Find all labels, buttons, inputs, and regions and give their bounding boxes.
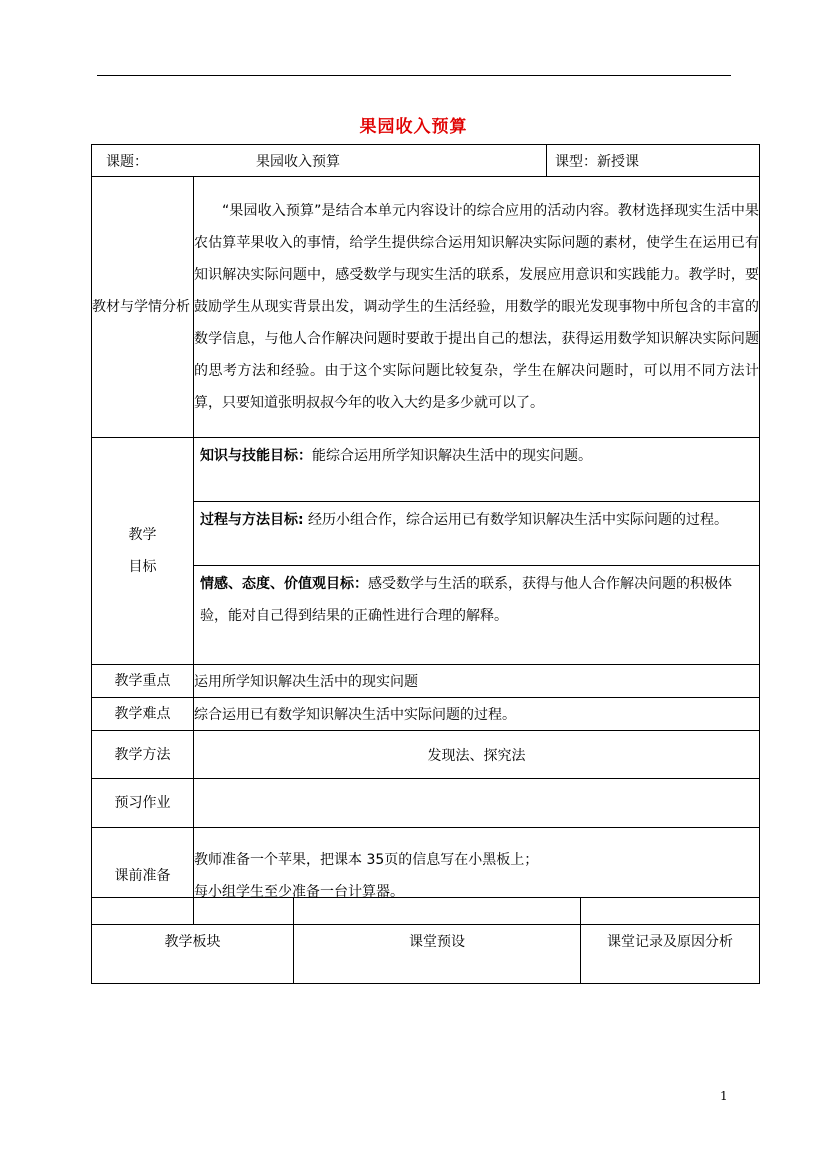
method-row bbox=[92, 731, 760, 779]
analysis-label: 教材与学情分析 bbox=[92, 177, 194, 438]
objectives-cell bbox=[194, 438, 760, 665]
teaching-process-table bbox=[91, 897, 760, 984]
analysis-row bbox=[92, 177, 760, 438]
col-class-record: 课堂记录及原因分析 bbox=[581, 898, 760, 984]
preparation-line2: 每小组学生至少准备一台计算器。 bbox=[194, 884, 404, 900]
preparation-line1: 教师准备一个苹果，把课本 35页的信息写在小黑板上； bbox=[194, 852, 539, 868]
difficulty-value: 综合运用已有数学知识解决生活中实际问题的过程。 bbox=[194, 698, 760, 731]
objectives-label bbox=[92, 438, 194, 665]
subject-label: 课题： bbox=[106, 153, 148, 170]
document-title: 果园收入预算 bbox=[359, 117, 468, 137]
knowledge-objective-head: 知识与技能目标： bbox=[200, 448, 312, 464]
col-class-plan: 课堂预设 bbox=[294, 898, 581, 984]
process-objective-head: 过程与方法目标: bbox=[200, 512, 304, 528]
difficulty-row bbox=[92, 698, 760, 731]
col-teaching-section: 教学板块 bbox=[92, 898, 294, 984]
emotion-objective bbox=[194, 566, 759, 664]
process-objective-text: 经历小组合作，综合运用已有数学知识解决生活中实际问题的过程。 bbox=[303, 512, 729, 528]
analysis-text: “果园收入预算”是结合本单元内容设计的综合应用的活动内容。教材选择现实生活中果农估算苹果收入的事情，给学生提供综合运用知识解决实际问题的素材，使学生在运用已有知识解决实际问题中，感受数学与现实生活的联系，发展应用意识和实践能力。教学时，要鼓励学生从现实背景出发，调动学生的生活经验，用数学的眼光发现事物中所包含的丰富的数学信息，与他人合作解决问题时要敢于提出自己的想法，获得运用数学知识解决实际问题的思考方法和经验。由于这个实际问题比较复杂，学生在解决问题时，可以用不同方法计算，只要知道张明叔叔今年的收入大约是多少就可以了。 bbox=[194, 177, 760, 438]
subject-value: 果园收入预算 bbox=[256, 153, 340, 170]
objectives-row bbox=[92, 438, 760, 665]
subject-row bbox=[92, 145, 760, 177]
knowledge-objective bbox=[194, 438, 759, 502]
method-label: 教学方法 bbox=[92, 731, 194, 779]
process-header-row bbox=[92, 898, 760, 984]
process-objective bbox=[194, 502, 759, 566]
page-number: 1 bbox=[720, 1089, 728, 1103]
difficulty-label: 教学难点 bbox=[92, 698, 194, 731]
objectives-label-line2: 目标 bbox=[128, 559, 157, 575]
key-point-value: 运用所学知识解决生活中的现实问题 bbox=[194, 665, 760, 698]
emotion-objective-text: 感受数学与生活的联系，获得与他人合作解决问题的积极体验，能对自己得到结果的正确性进行合理的解释。 bbox=[200, 576, 732, 624]
homework-label: 预习作业 bbox=[92, 779, 194, 828]
subject-cell bbox=[92, 145, 547, 177]
header-rule bbox=[97, 75, 731, 76]
key-point-row bbox=[92, 665, 760, 698]
emotion-objective-head: 情感、态度、价值观目标： bbox=[200, 576, 368, 592]
objectives-label-line1: 教学 bbox=[128, 527, 157, 543]
lesson-plan-table bbox=[91, 144, 760, 925]
key-point-label: 教学重点 bbox=[92, 665, 194, 698]
knowledge-objective-text: 能综合运用所学知识解决生活中的现实问题。 bbox=[312, 448, 592, 464]
method-value: 发现法、探究法 bbox=[194, 731, 760, 779]
preparation-label: 课前准备 bbox=[92, 828, 194, 925]
homework-value bbox=[194, 779, 760, 828]
lesson-type: 课型：新授课 bbox=[547, 145, 760, 177]
homework-row bbox=[92, 779, 760, 828]
